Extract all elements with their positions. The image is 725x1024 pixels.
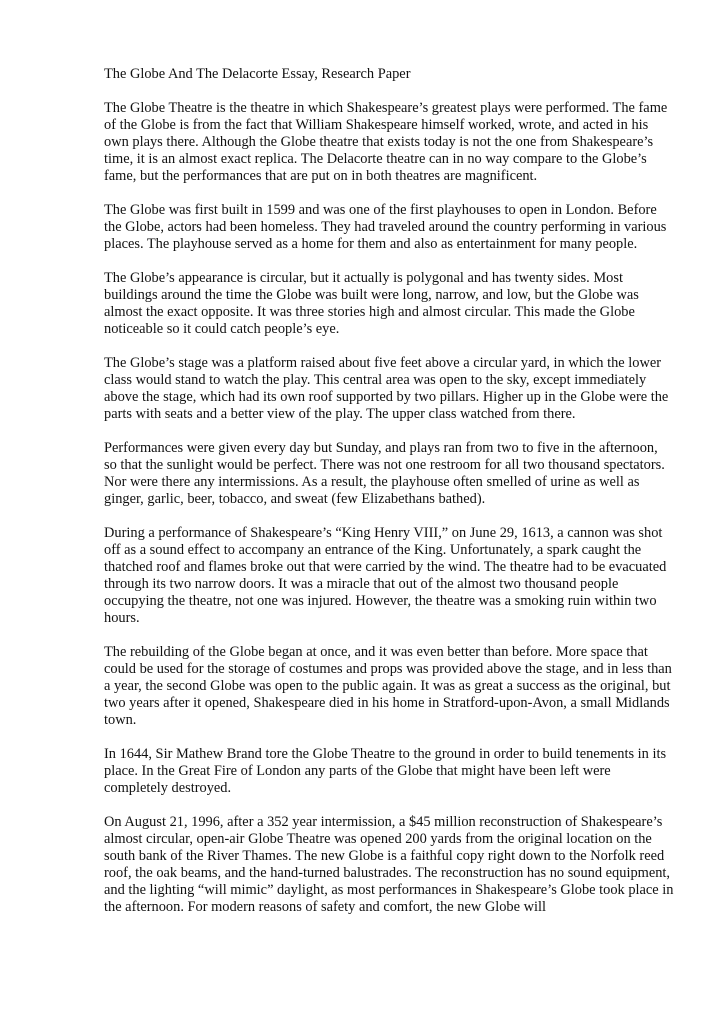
paragraph-first-built: The Globe was first built in 1599 and was one of the first playhouses to open in London. Before the Globe, actors had been homeless. They had traveled around the country performing in various places. The playhouse served as a home for them and also as entertainment for many people. bbox=[104, 202, 667, 252]
paragraph-introduction: The Globe Theatre is the theatre in which Shakespeare’s greatest plays were performed. The fame of the Globe is from the fact that William Shakespeare himself worked, wrote, and acted in his own plays there. Although the Globe theatre that exists today is not the one from Shakespeare’s time, it is an almost exact replica. The Delacorte theatre can in no way compare to the Globe’s fame, but the performances that are put on in both theatres are magnificent. bbox=[104, 100, 668, 184]
paragraph-stage: The Globe’s stage was a platform raised about five feet above a circular yard, in which the lower class would stand to watch the play. This central area was open to the sky, except immediately above the stage, which had its own roof supported by two pillars. Higher up in the Globe were the parts with seats and a better view of the play. The upper class watched from there. bbox=[104, 355, 669, 422]
paragraph-performances: Performances were given every day but Sunday, and plays ran from two to five in the afternoon, so that the sunlight would be perfect. There was not one restroom for all two thousand spectators. Nor were there any intermissions. As a result, the playhouse often smelled of urine as well as ginger, garlic, beer, tobacco, and sweat (few Elizabethans bathed). bbox=[104, 440, 665, 507]
paragraph-rebuilding: The rebuilding of the Globe began at once, and it was even better than before. More space that could be used for the storage of costumes and props was provided above the stage, and in less than a year, the second Globe was open to the public again. It was as great a success as the original, but two years after it opened, Shakespeare died in his home in Stratford-upon-Avon, a small Midlands town. bbox=[104, 644, 672, 728]
paragraph-reconstruction: On August 21, 1996, after a 352 year intermission, a $45 million reconstruction of Shakespeare’s almost circular, open-air Globe Theatre was opened 200 yards from the original location on the south bank of the River Thames. The new Globe is a faithful copy right down to the Norfolk reed roof, the oak beams, and the hand-turned balustrades. The reconstruction has no sound equipment, and the lighting “will mimic” daylight, as most performances in Shakespeare’s Globe took place in the afternoon. For modern reasons of safety and comfort, the new Globe will bbox=[104, 814, 674, 915]
paragraph-fire: During a performance of Shakespeare’s “King Henry VIII,” on June 29, 1613, a cannon was shot off as a sound effect to accompany an entrance of the King. Unfortunately, a spark caught the thatched roof and flames broke out that were carried by the wind. The theatre had to be evacuated through its two narrow doors. It was a miracle that out of the almost two thousand people occupying the theatre, not one was injured. However, the theatre was a smoking ruin within two hours. bbox=[104, 525, 667, 626]
paragraph-destruction: In 1644, Sir Mathew Brand tore the Globe Theatre to the ground in order to build tenements in its place. In the Great Fire of London any parts of the Globe that might have been left were completely destroyed. bbox=[104, 746, 667, 796]
document-body bbox=[104, 66, 674, 933]
document-title: The Globe And The Delacorte Essay, Research Paper bbox=[104, 66, 411, 82]
paragraph-appearance: The Globe’s appearance is circular, but it actually is polygonal and has twenty sides. Most buildings around the time the Globe was built were long, narrow, and low, but the Globe was almost the exact opposite. It was three stories high and almost circular. This made the Globe noticeable so it could catch people’s eye. bbox=[104, 270, 639, 337]
